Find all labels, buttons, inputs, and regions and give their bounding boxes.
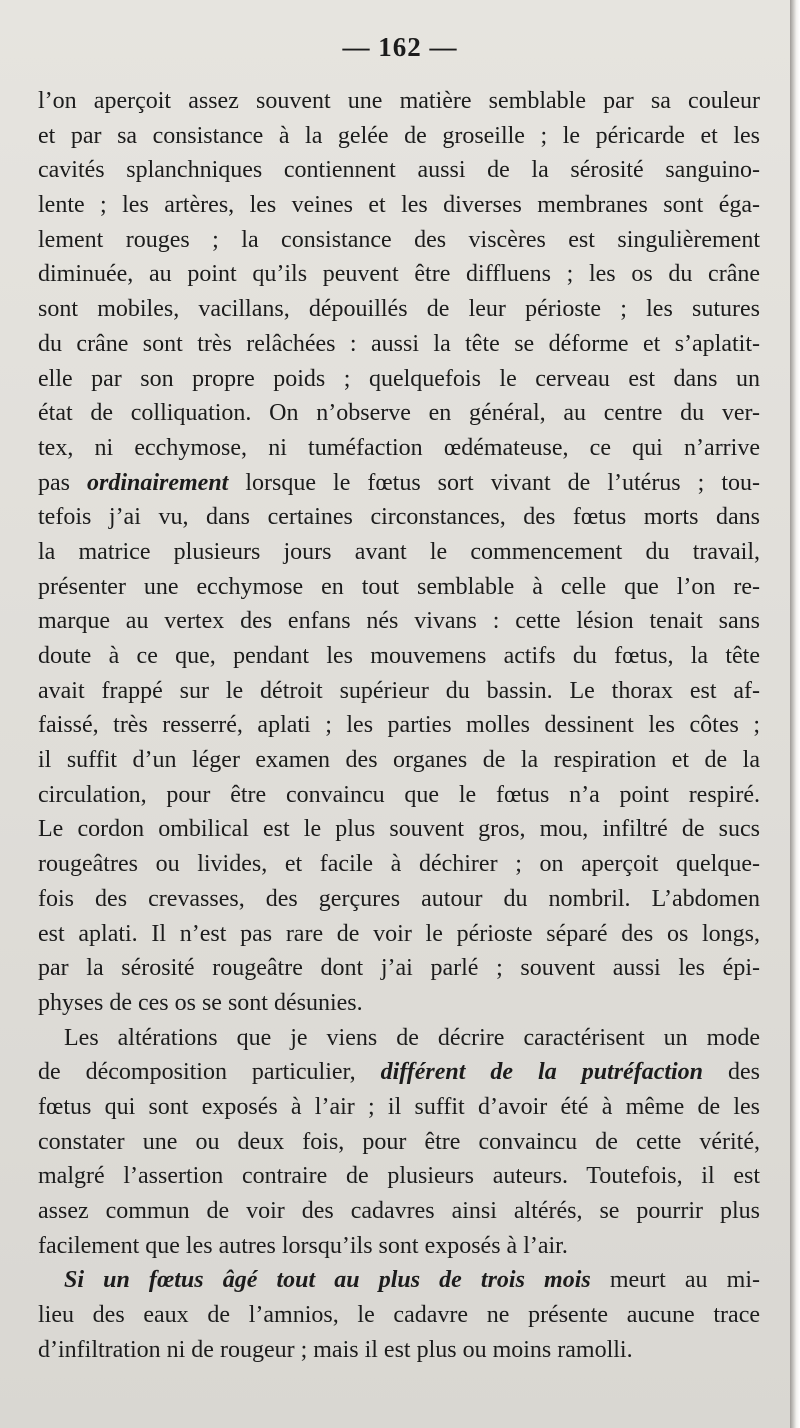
text-segment: et par sa consistance à la gelée de groseille ; le péricarde et les bbox=[38, 122, 760, 149]
text-line bbox=[38, 535, 760, 570]
page-body bbox=[38, 84, 760, 1367]
text-line bbox=[38, 986, 760, 1021]
text-line bbox=[38, 1298, 760, 1333]
text-segment: doute à ce que, pendant les mouvemens actifs du fœtus, la tête bbox=[38, 643, 760, 669]
text-segment: lement rouges ; la consistance des viscères est singulièrement bbox=[38, 226, 760, 253]
text-segment: fois des crevasses, des gerçures autour du nombril. L’abdomen bbox=[38, 885, 760, 912]
text-segment: diminuée, au point qu’ils peuvent être diffluens ; les os du crâne bbox=[38, 261, 760, 288]
text-segment: Les altérations que je viens de décrire caractérisent un mode bbox=[64, 1024, 760, 1051]
page-number: — 162 — bbox=[342, 32, 458, 62]
text-line bbox=[38, 257, 760, 292]
text-line bbox=[38, 743, 760, 778]
text-line bbox=[38, 292, 760, 327]
text-segment: d’infiltration ni de rougeur ; mais il est plus ou moins ramolli. bbox=[38, 1336, 633, 1363]
text-segment: physes de ces os se sont désunies. bbox=[38, 989, 363, 1016]
text-line bbox=[38, 674, 760, 709]
text-line bbox=[38, 1090, 760, 1125]
text-line bbox=[38, 500, 760, 535]
text-line bbox=[38, 1125, 760, 1160]
text-segment: de décomposition particulier, bbox=[38, 1059, 381, 1086]
text-segment: pas bbox=[38, 469, 87, 496]
text-line bbox=[38, 84, 760, 119]
text-segment: fœtus qui sont exposés à l’air ; il suffit d’avoir été à même de les bbox=[38, 1093, 760, 1120]
text-line bbox=[38, 466, 760, 501]
text-segment: malgré l’assertion contraire de plusieurs auteurs. Toutefois, il est bbox=[38, 1163, 760, 1190]
text-segment: faissé, très resserré, aplati ; les parties molles dessinent les côtes ; bbox=[38, 712, 760, 739]
text-segment: rougeâtres ou livides, et facile à déchirer ; on aperçoit quelque- bbox=[38, 851, 760, 878]
text-line bbox=[38, 1333, 760, 1368]
text-line bbox=[38, 917, 760, 952]
text-line bbox=[38, 639, 760, 674]
text-line bbox=[38, 1263, 760, 1298]
text-line bbox=[38, 1159, 760, 1194]
text-segment: Le cordon ombilical est le plus souvent gros, mou, infiltré de sucs bbox=[38, 816, 760, 843]
text-line bbox=[38, 1055, 760, 1090]
text-segment: elle par son propre poids ; quelquefois le cerveau est dans un bbox=[38, 365, 760, 392]
text-segment: du crâne sont très relâchées : aussi la tête se déforme et s’aplatit- bbox=[38, 330, 760, 357]
text-segment: constater une ou deux fois, pour être convaincu de cette vérité, bbox=[38, 1128, 760, 1155]
text-segment: présenter une ecchymose en tout semblable à celle que l’on re- bbox=[38, 573, 760, 600]
text-line bbox=[38, 223, 760, 258]
text-line bbox=[38, 1229, 760, 1264]
text-line bbox=[38, 847, 760, 882]
text-segment: sont mobiles, vacillans, dépouillés de leur périoste ; les sutures bbox=[38, 296, 760, 323]
text-line bbox=[38, 188, 760, 223]
text-segment: tex, ni ecchymose, ni tuméfaction œdémateuse, ce qui n’arrive bbox=[38, 434, 760, 461]
text-line bbox=[38, 778, 760, 813]
text-line bbox=[38, 1194, 760, 1229]
text-segment: assez commun de voir des cadavres ainsi altérés, se pourrir plus bbox=[38, 1198, 760, 1224]
text-line bbox=[38, 431, 760, 466]
text-line bbox=[38, 708, 760, 743]
text-line bbox=[38, 362, 760, 397]
text-line bbox=[38, 1021, 760, 1056]
text-line bbox=[38, 153, 760, 188]
text-line bbox=[38, 570, 760, 605]
text-segment: tefois j’ai vu, dans certaines circonstances, des fœtus morts dans bbox=[38, 504, 760, 531]
text-segment: état de colliquation. On n’observe en général, au centre du ver- bbox=[38, 400, 760, 427]
text-line bbox=[38, 604, 760, 639]
text-segment: il suffit d’un léger examen des organes de la respiration et de la bbox=[38, 747, 760, 774]
text-segment: l’on aperçoit assez souvent une matière semblable par sa couleur bbox=[38, 88, 760, 114]
text-segment: est aplati. Il n’est pas rare de voir le périoste séparé des os longs, bbox=[38, 920, 760, 947]
text-line bbox=[38, 119, 760, 154]
text-segment: par la sérosité rougeâtre dont j’ai parlé ; souvent aussi les épi- bbox=[38, 955, 760, 982]
text-line bbox=[38, 882, 760, 917]
text-line bbox=[38, 812, 760, 847]
text-segment: la matrice plusieurs jours avant le commencement du travail, bbox=[38, 538, 760, 565]
text-segment: des bbox=[703, 1059, 760, 1086]
text-segment: avait frappé sur le détroit supérieur du bassin. Le thorax est af- bbox=[38, 677, 760, 704]
text-line bbox=[38, 951, 760, 986]
text-line bbox=[38, 327, 760, 362]
italic-text: Si un fœtus âgé tout au plus de trois mois bbox=[64, 1267, 591, 1294]
text-segment: lente ; les artères, les veines et les diverses membranes sont éga- bbox=[38, 192, 760, 219]
text-segment: cavités splanchniques contiennent aussi de la sérosité sanguino- bbox=[38, 157, 760, 184]
italic-text: différent de la putréfaction bbox=[380, 1059, 704, 1086]
text-segment: meurt au mi- bbox=[590, 1267, 760, 1294]
page-edge bbox=[790, 0, 800, 1428]
text-line bbox=[38, 396, 760, 431]
italic-text: ordinairement bbox=[87, 469, 229, 496]
text-segment: circulation, pour être convaincu que le fœtus n’a point respiré. bbox=[38, 781, 760, 808]
text-segment: lieu des eaux de l’amnios, le cadavre ne présente aucune trace bbox=[38, 1302, 760, 1329]
text-segment: marque au vertex des enfans nés vivans : cette lésion tenait sans bbox=[38, 608, 760, 635]
text-segment: lorsque le fœtus sort vivant de l’utérus ; tou- bbox=[228, 469, 760, 496]
text-segment: facilement que les autres lorsqu’ils sont exposés à l’air. bbox=[38, 1232, 568, 1259]
